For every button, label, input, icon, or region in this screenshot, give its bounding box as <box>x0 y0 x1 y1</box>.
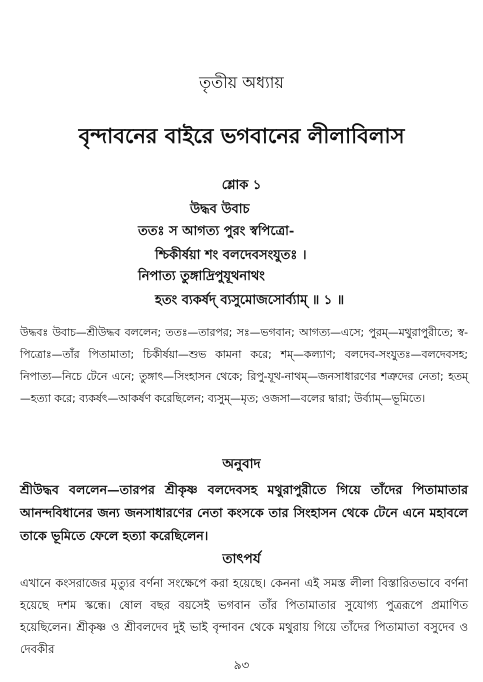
page-number: ৯৩ <box>233 658 250 672</box>
verse-line: নিপাত্য তুঙ্গাদ্রিপুযূথনাথং <box>138 269 265 284</box>
chapter-number: তৃতীয় অধ্যায় <box>199 73 284 92</box>
translation-text: শ্রীউদ্ধব বললেন—তারপর শ্রীকৃষ্ণ বলদেবসহ মথুরাপুরীতে গিয়ে তাঁদের পিতামাতার আনন্দবিধানের জন্য জনসাধারণের নেতা কংসকে তার সিংহাসন থেকে টেনে এনে মহাবলে তাকে ভূমিতে ফেলে হত্যা করেছিলেন। <box>20 482 468 543</box>
verse-line: হতং ব্যকর্ষদ্ ব্যসুমোজসোর্ব্যাম্ ॥ ১ ॥ <box>155 293 345 308</box>
verse-line: ততঃ স আগত্য পুরং স্বপিত্রো- <box>138 224 295 239</box>
word-meanings: উদ্ধবঃ উবাচ—শ্রীউদ্ধব বললেন; ততঃ—তারপর; সঃ—ভগবান; আগত্য—এসে; পুরম্—মথুরাপুরীতে; স্ব-পিত্রোঃ—তাঁর পিতামাতা; চিকীর্ষয়া—শুভ কামনা করে; শম্—কল্যাণ; বলদেব-সংযুতঃ—বলদেবসহ; নিপাত্য—নিচে টেনে এনে; তুঙ্গাৎ—সিংহাসন থেকে; রিপু-যূথ-নাথম্—জনসাধারণের শত্রুদের নেতা; হতম্—হত্যা করে; ব্যকর্ষৎ—আকর্ষণ করেছিলেন; ব্যসুম্—মৃত; ওজসা—বলের দ্বারা; উর্ব্যাম্—ভূমিতে। <box>20 326 468 405</box>
purport-text: এখানে কংসরাজের মৃত্যুর বর্ণনা সংক্ষেপে করা হয়েছে। কেননা এই সমস্ত লীলা বিস্তারিতভাবে বর্ণনা হয়েছে দশম স্কন্ধে। ষোল বছর বয়সেই ভগবান তাঁর পিতামাতার সুযোগ্য পুত্ররূপে প্রমাণিত হয়েছিলেন। শ্রীকৃষ্ণ ও শ্রীবলদেব দুই ভাই বৃন্দাবন থেকে মথুরায় গিয়ে তাঁদের পিতামাতা বসুদেব ও দেবকীর <box>20 576 468 656</box>
purport-heading: তাৎপর্য <box>222 551 261 567</box>
verse-line: শ্চিকীর্ষয়া শং বলদেবসংযুতঃ । <box>155 248 307 263</box>
verse-line: উদ্ধব উবাচ <box>190 202 250 217</box>
translation-heading: অনুবাদ <box>222 456 261 472</box>
sloka-label: শ্লোক ১ <box>221 178 262 193</box>
chapter-title: বৃন্দাবনের বাইরে ভগবানের লীলাবিলাস <box>78 123 405 148</box>
